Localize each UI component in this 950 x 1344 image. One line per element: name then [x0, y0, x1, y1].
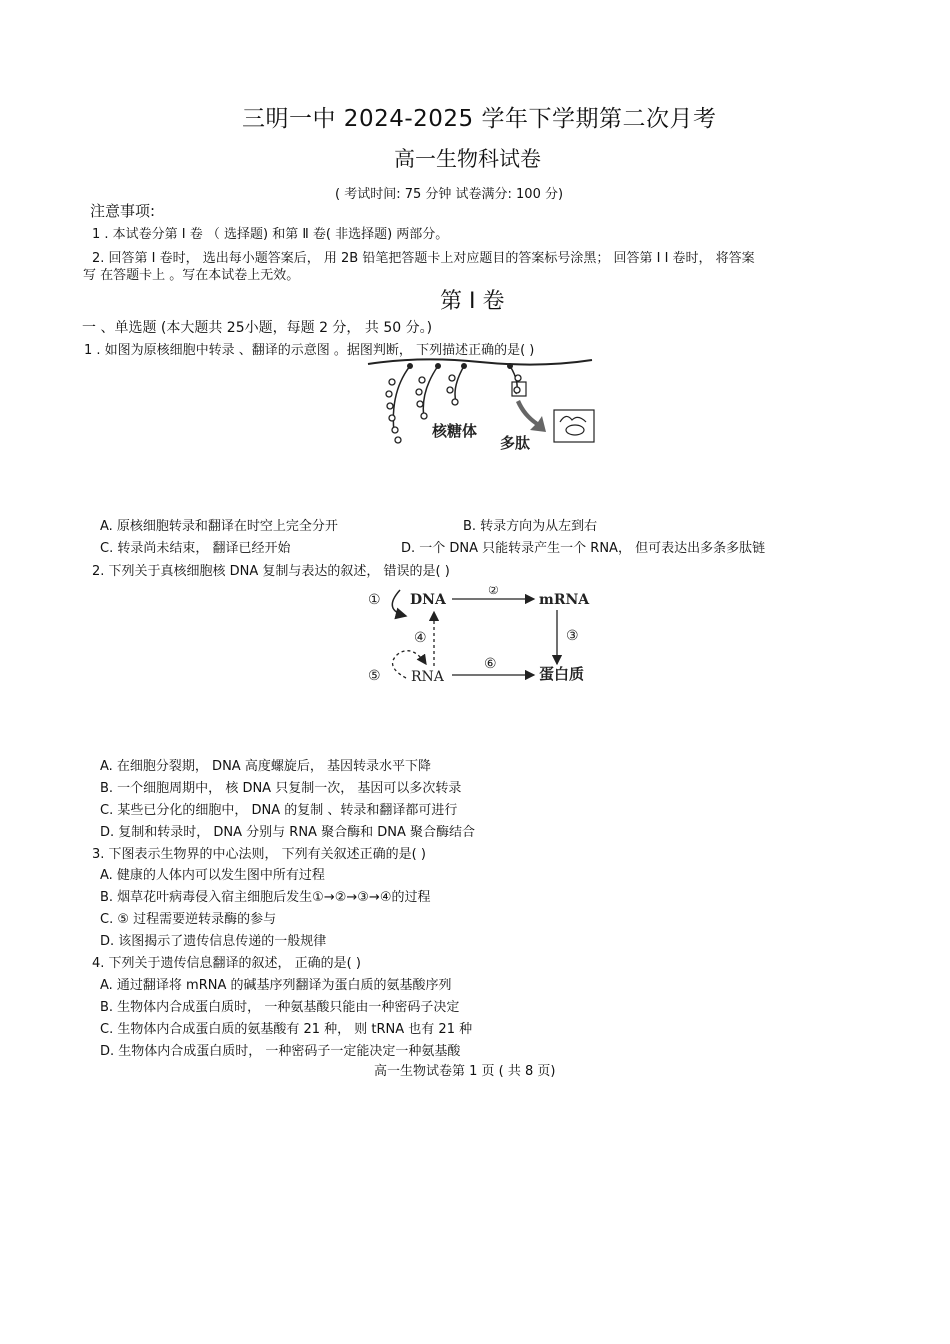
- exam-title: 三明一中 2024-2025 学年下学期第二次月考: [242, 106, 717, 132]
- label-1: ①: [368, 592, 381, 608]
- dna-label: DNA: [410, 592, 446, 608]
- protein-label: 蛋白质: [539, 665, 585, 683]
- question-3-option-c: C. ⑤ 过程需要逆转录酶的参与: [100, 912, 277, 927]
- question-2-option-c: C. 某些已分化的细胞中， DNA 的复制 、转录和翻译都可进行: [100, 803, 458, 818]
- question-3-stem: 3. 下图表示生物界的中心法则， 下列有关叙述正确的是( ): [92, 847, 426, 862]
- question-4-stem: 4. 下列关于遗传信息翻译的叙述， 正确的是( ): [92, 956, 361, 971]
- label-5: ⑤: [368, 668, 381, 684]
- label-2: ②: [488, 586, 499, 597]
- mrna-label: mRNA: [539, 592, 590, 608]
- exam-info: ( 考试时间: 75 分钟 试卷满分: 100 分): [335, 187, 564, 202]
- question-4-option-c: C. 生物体内合成蛋白质的氨基酸有 21 种， 则 tRNA 也有 21 种: [100, 1022, 473, 1037]
- notice-heading: 注意事项:: [90, 202, 156, 220]
- question-1-option-d: D. 一个 DNA 只能转录产生一个 RNA， 但可表达出多条多肽链: [401, 541, 766, 556]
- question-2-option-d: D. 复制和转录时， DNA 分别与 RNA 聚合酶和 DNA 聚合酶结合: [100, 825, 475, 840]
- notice-item-2-line2: 写 在答题卡上 。写在本试卷上无效。: [83, 268, 300, 283]
- notice-item-2-line1: 2. 回答第 Ⅰ 卷时， 选出每小题答案后， 用 2B 铅笔把答题卡上对应题目的答案标号涂黑； 回答第 Ⅰ Ⅰ 卷时， 将答案: [92, 251, 755, 266]
- question-3-option-d: D. 该图揭示了遗传信息传递的一般规律: [100, 934, 327, 949]
- question-1-option-b: B. 转录方向为从左到右: [463, 519, 598, 534]
- question-2-stem: 2. 下列关于真核细胞核 DNA 复制与表达的叙述， 错误的是( ): [92, 564, 450, 579]
- question-2-option-b: B. 一个细胞周期中， 核 DNA 只复制一次， 基因可以多次转录: [100, 781, 462, 796]
- question-3-option-a: A. 健康的人体内可以发生图中所有过程: [100, 868, 325, 883]
- label-4: ④: [414, 630, 427, 646]
- question-3-option-b: B. 烟草花叶病毒侵入宿主细胞后发生①→②→③→④的过程: [100, 890, 431, 905]
- volume-title: 第 Ⅰ 卷: [440, 289, 505, 314]
- exam-subtitle: 高一生物科试卷: [394, 147, 541, 171]
- label-3: ③: [566, 628, 579, 644]
- question-1-option-c: C. 转录尚未结束， 翻译已经开始: [100, 541, 291, 556]
- page-footer: 高一生物试卷第 1 页 ( 共 8 页): [374, 1064, 556, 1079]
- question-4-option-d: D. 生物体内合成蛋白质时， 一种密码子一定能决定一种氨基酸: [100, 1044, 461, 1059]
- rna-label: RNA: [411, 669, 444, 685]
- question-4-option-b: B. 生物体内合成蛋白质时， 一种氨基酸只能由一种密码子决定: [100, 1000, 460, 1015]
- question-2-option-a: A. 在细胞分裂期， DNA 高度螺旋后， 基因转录水平下降: [100, 759, 431, 774]
- question-1-option-a: A. 原核细胞转录和翻译在时空上完全分开: [100, 519, 338, 534]
- label-6: ⑥: [484, 656, 497, 672]
- polypeptide-label: 多肽: [500, 434, 531, 452]
- section-heading: 一 、单选题 (本大题共 25小题，每题 2 分， 共 50 分。): [82, 320, 433, 336]
- transcription-translation-figure: [360, 352, 600, 462]
- notice-item-1: 1 . 本试卷分第 Ⅰ 卷 （ 选择题) 和第 Ⅱ 卷( 非选择题) 两部分。: [92, 227, 449, 242]
- central-dogma-figure: [364, 586, 604, 696]
- question-4-option-a: A. 通过翻译将 mRNA 的碱基序列翻译为蛋白质的氨基酸序列: [100, 978, 452, 993]
- question-1-stem: 1 . 如图为原核细胞中转录 、翻译的示意图 。据图判断， 下列描述正确的是( ): [84, 343, 535, 358]
- ribosome-label: 核糖体: [432, 422, 478, 440]
